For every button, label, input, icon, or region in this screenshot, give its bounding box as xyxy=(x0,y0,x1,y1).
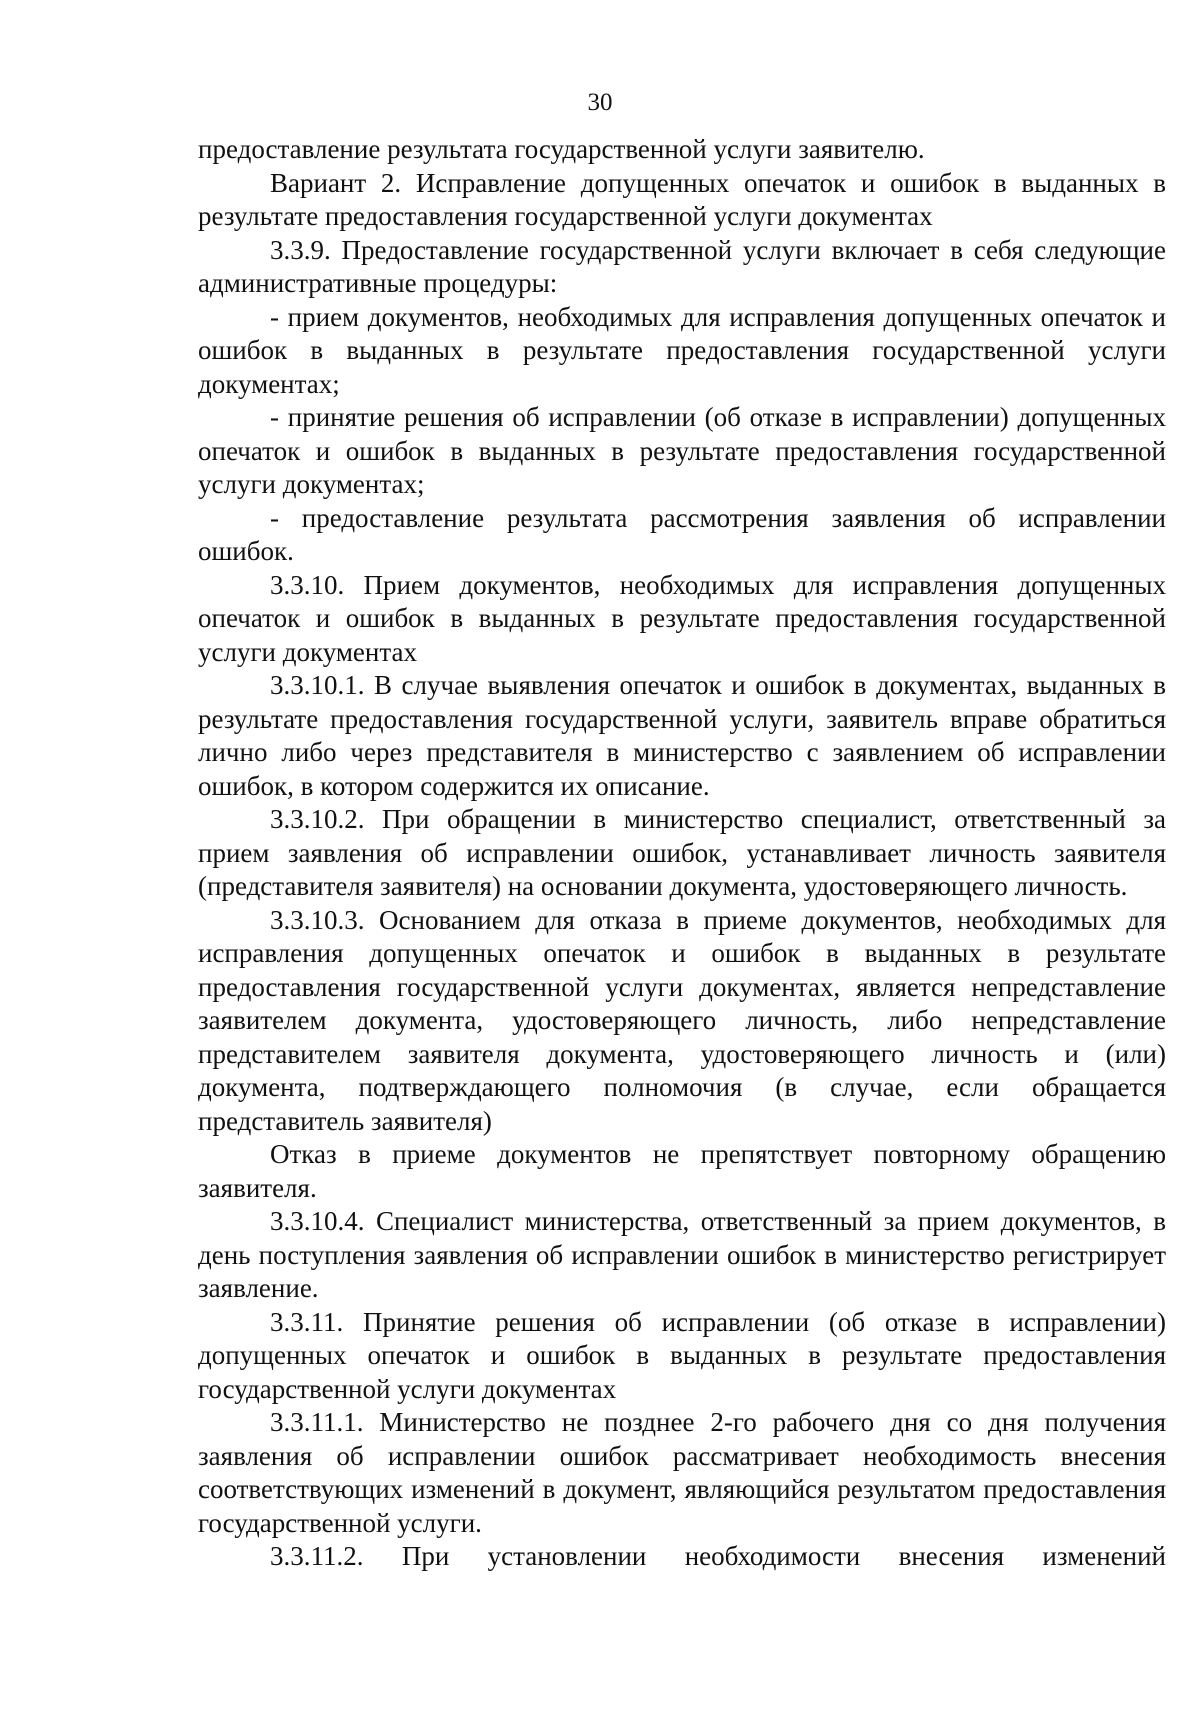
section-heading: Вариант 2. Исправление допущенных опечаток и ошибок в выданных в результате предоставления государственной услуги документах xyxy=(198,167,1166,231)
paragraph: 3.3.11.2. При установлении необходимости внесения изменений xyxy=(270,1541,1166,1571)
paragraph: 3.3.11.1. Министерство не позднее 2-го рабочего дня со дня получения заявления об исправлении ошибок рассматривает необходимость внесения соответствующих изменений в документ, являющийся результатом предоставления государственной услуги. xyxy=(198,1407,1166,1538)
document-body xyxy=(198,133,1166,1574)
section-heading: 3.3.10. Прием документов, необходимых для исправления допущенных опечаток и ошибок в выданных в результате предоставления государственной услуги документах xyxy=(198,569,1166,667)
paragraph: 3.3.10.2. При обращении в министерство специалист, ответственный за прием заявления об исправлении ошибок, устанавливает личность заявителя (представителя заявителя) на основании документа, удостоверяющего личность. xyxy=(198,804,1166,901)
list-item: - предоставление результата рассмотрения заявления об исправлении ошибок. xyxy=(198,502,1166,566)
page-number: 30 xyxy=(587,89,613,116)
paragraph: 3.3.10.1. В случае выявления опечаток и ошибок в документах, выданных в результате предоставления государственной услуги, заявитель вправе обратиться лично либо через представителя в министерство с заявлением об исправлении ошибок, в котором содержится их описание. xyxy=(198,670,1166,801)
paragraph: 3.3.9. Предоставление государственной услуги включает в себя следующие административные процедуры: xyxy=(198,234,1166,298)
paragraph: предоставление результата государственной услуги заявителю. xyxy=(198,134,925,164)
paragraph: Отказ в приеме документов не препятствует повторному обращению заявителя. xyxy=(198,1139,1166,1203)
paragraph: 3.3.10.4. Специалист министерства, ответственный за прием документов, в день поступления заявления об исправлении ошибок в министерство регистрирует заявление. xyxy=(198,1206,1166,1303)
paragraph: 3.3.10.3. Основанием для отказа в приеме документов, необходимых для исправления допущенных опечаток и ошибок в выданных в результате предоставления государственной услуги документах, является непредставление заявителем документа, удостоверяющего личность, либо непредставление представителем заявителя документа, удостоверяющего личность и (или) документа, подтверждающего полномочия (в случае, если обращается представитель заявителя) xyxy=(198,904,1166,1136)
section-heading: 3.3.11. Принятие решения об исправлении (об отказе в исправлении) допущенных опечаток и ошибок в выданных в результате предоставления государственной услуги документах xyxy=(198,1306,1166,1404)
list-item: - принятие решения об исправлении (об отказе в исправлении) допущенных опечаток и ошибок в выданных в результате предоставления государственной услуги документах; xyxy=(198,402,1166,499)
list-item: - прием документов, необходимых для исправления допущенных опечаток и ошибок в выданных в результате предоставления государственной услуги документах; xyxy=(198,301,1166,399)
